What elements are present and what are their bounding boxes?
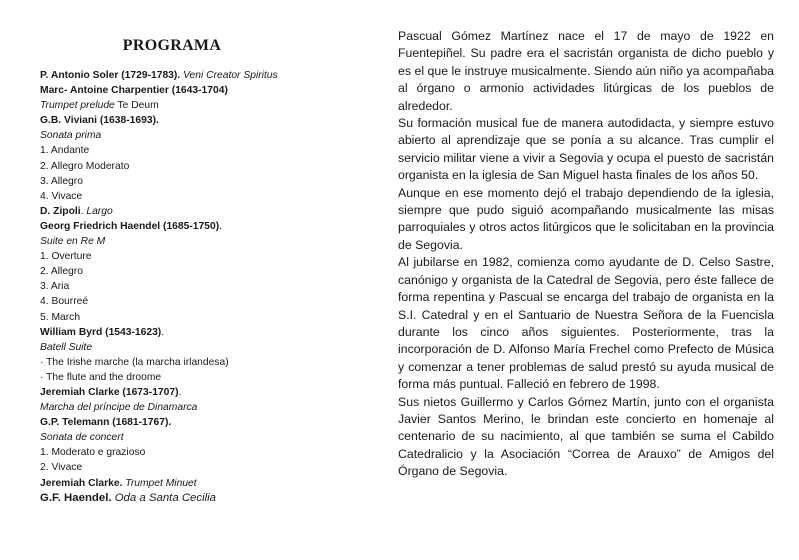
program-line-bold: Georg Friedrich Haendel (1685-1750) <box>40 220 220 232</box>
program-line <box>40 355 340 370</box>
program-line <box>40 204 340 219</box>
program-line-italic: Sonata de concert <box>40 432 124 444</box>
program-line <box>40 249 340 264</box>
program-line <box>40 98 340 113</box>
program-line-plain: 4. Vivace <box>40 190 83 202</box>
program-line <box>40 415 340 430</box>
program-line-plain: 1. Andante <box>40 145 90 157</box>
program-line-plain: 4. Bourreé <box>40 296 89 308</box>
biography-paragraph: Su formación musical fue de manera autodidacta, y siempre estuvo abierto al aprendizaje que se ponía a su alcance. Tras cumplir el servicio militar viene a vivir a Segovia y ocupa el puesto de sacristán organista en la iglesia de San Miguel hasta finales de los años 50. <box>398 116 774 183</box>
program-line-italic: Suite en Re M <box>40 236 106 248</box>
program-line-plain: 2. Vivace <box>40 462 83 474</box>
program-line-bold: G.B. Viviani (1638-1693). <box>40 115 159 127</box>
program-line <box>40 113 340 128</box>
program-line-plain: 3. Allegro <box>40 175 83 187</box>
program-line <box>40 279 340 294</box>
program-line-plain: 2. Allegro <box>40 266 83 278</box>
program-line <box>40 325 340 340</box>
biography-paragraph: Aunque en ese momento dejó el trabajo dependiendo de la iglesia, siempre que pudo siguió acompañando musicalmente las misas parroquiales y otros actos litúrgicos que le solicitaban en la provincia de Segovia. <box>398 185 774 252</box>
program-line-italic: Trumpet Minuet <box>122 477 197 489</box>
program-line-bold: D. Zipoli <box>40 205 81 217</box>
program-line-bold: G.P. Telemann (1681-1767). <box>40 417 172 429</box>
program-line-bold: P. Antonio Soler (1729-1783). <box>40 70 181 81</box>
program-line <box>40 83 340 98</box>
program-line <box>40 294 340 309</box>
program-line <box>40 310 340 325</box>
program-line <box>40 491 340 506</box>
program-line-plain: . <box>161 326 165 338</box>
program-line <box>40 143 340 158</box>
program-line-plain: 1. Overture <box>40 251 92 263</box>
program-line <box>40 370 340 385</box>
program-line-italic: Batell Suite <box>40 341 93 353</box>
program-line <box>40 174 340 189</box>
program-line-plain: 3. Aria <box>40 281 70 293</box>
program-line-italic: Oda a Santa Cecilia <box>111 491 217 504</box>
program-line-bold: Jeremiah Clarke (1673-1707) <box>40 386 179 398</box>
program-line <box>40 234 340 249</box>
program-line <box>40 189 340 204</box>
biography-column <box>398 28 774 481</box>
program-line <box>40 430 340 445</box>
program-line <box>40 68 340 83</box>
program-line-plain: . <box>178 386 182 398</box>
program-line <box>40 445 340 460</box>
biography-paragraph: Pascual Gómez Martínez nace el 17 de mayo de 1922 en Fuentepiñel. Su padre era el sacristán organista de dicho pueblo y es el que le instruye musicalmente. Siendo aún niño ya acompañaba al órgano o armonio actividades litúrgicas de los pueblos de alrededor. <box>398 29 774 113</box>
program-line-plain: Te Deum <box>114 100 159 112</box>
program-line-bold: G.F. Haendel. <box>40 491 112 504</box>
program-column <box>40 36 340 506</box>
biography-paragraph: Sus nietos Guillermo y Carlos Gómez Martín, junto con el organista Javier Santos Merino, le brindan este concierto en homenaje al centenario de su nacimiento, al que también se suma el Cabildo Catedralicio y la Asociación “Correa de Arauxo” de Amigos del Órgano de Segovia. <box>398 394 774 479</box>
program-line-plain: · The Irishe marche (la marcha irlandesa) <box>40 356 229 368</box>
program-title: PROGRAMA <box>122 37 222 54</box>
biography-paragraph: Al jubilarse en 1982, comienza como ayudante de D. Celso Sastre, canónigo y organista de la Catedral de Segovia, pero éste fallece de forma repentina y Pascual se encarga del trabajo de organista en la S.I. Catedral y en el Santuario de Nuestra Señora de la Fuencisla durante los cinco años siguientes. Posteriormente, tras la incorporación de D. Alfonso María Frechel como Prefecto de Música y comenzar a tener problemas de salud prestó su ayuda musical de forma más puntual. Falleció en febrero de 1998. <box>398 255 774 392</box>
program-line-plain: 5. March <box>40 311 81 323</box>
program-line-bold: William Byrd (1543-1623) <box>40 326 162 338</box>
program-line-bold: Jeremiah Clarke. <box>40 477 123 489</box>
program-line <box>40 219 340 234</box>
program-line-bold: Marc- Antoine Charpentier (1643-1704) <box>40 85 228 97</box>
program-line-plain: . <box>219 220 222 232</box>
program-list <box>40 68 340 506</box>
program-line-italic: Veni Creator Spiritus <box>180 70 278 81</box>
program-line <box>40 264 340 279</box>
program-line <box>40 159 340 174</box>
program-line-plain: . <box>80 205 87 217</box>
program-line <box>40 400 340 415</box>
program-line-plain: 1. Moderato e grazioso <box>40 447 146 459</box>
program-line <box>40 128 340 143</box>
program-line <box>40 340 340 355</box>
program-line <box>40 460 340 475</box>
program-line <box>40 385 340 400</box>
program-line-italic: Largo <box>86 205 113 217</box>
program-line-italic: Trumpet prelude <box>40 100 115 112</box>
program-line-plain: 2. Allegro Moderato <box>40 160 130 172</box>
program-line-italic: Marcha del príncipe de Dinamarca <box>40 402 198 414</box>
program-line-italic: Sonata prima <box>40 130 102 142</box>
program-line <box>40 476 340 491</box>
program-line-plain: · The flute and the droome <box>40 371 162 383</box>
